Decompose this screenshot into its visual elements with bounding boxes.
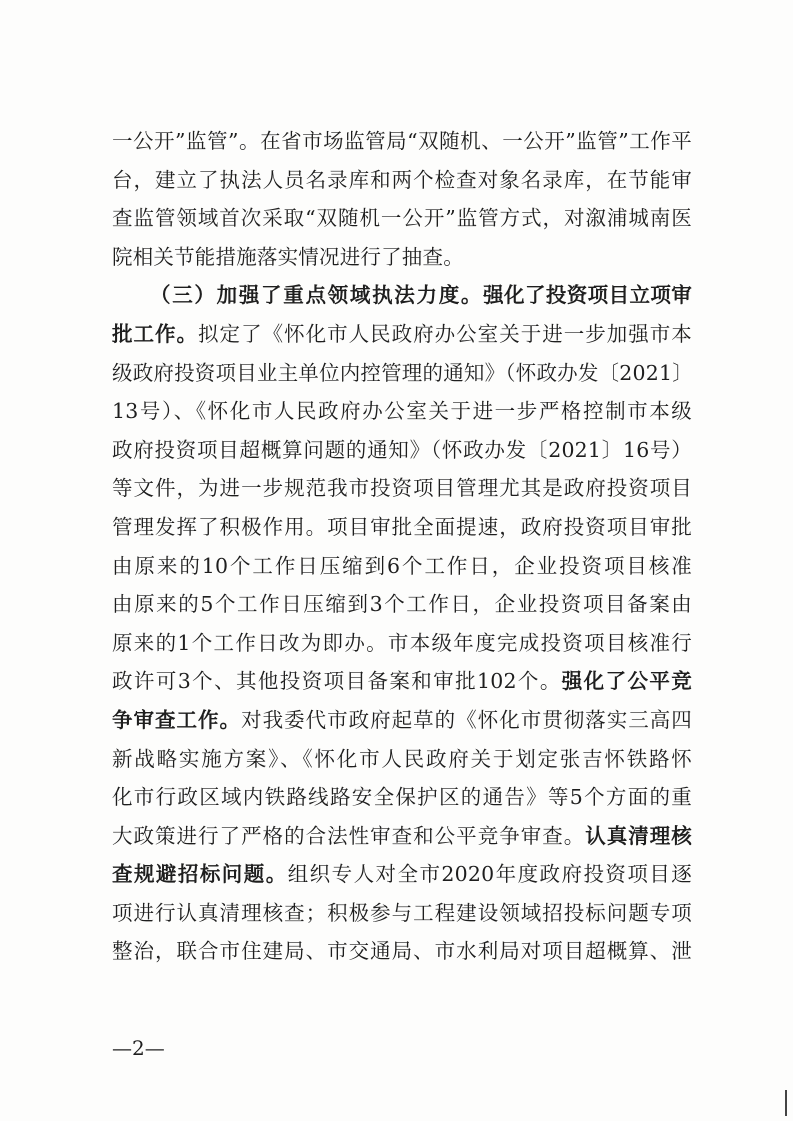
bold-heading-text: 争审查工作。	[112, 707, 242, 732]
text-line	[112, 276, 692, 315]
body-text-segment: 由原来的5个工作日压缩到3个工作日，企业投资项目备案由	[112, 592, 692, 617]
page-number: —2—	[112, 1036, 165, 1060]
text-line	[112, 662, 692, 701]
body-text-segment: 政许可3个、其他投资项目备案和审批102个。	[112, 669, 562, 694]
bold-heading-text: 查规避招标问题。	[112, 862, 288, 887]
body-text-segment: 台，建立了执法人员名录库和两个检查对象名录库，在节能审	[112, 167, 692, 192]
section-heading-text: （三）加强了重点领域执法力度。	[150, 283, 484, 308]
body-text-segment: 化市行政区域内铁路线路安全保护区的通告》等5个方面的重	[112, 785, 692, 810]
body-text	[112, 122, 692, 971]
text-line	[112, 392, 692, 431]
bold-heading-text: 强化了投资项目立项审	[483, 283, 692, 308]
text-line	[112, 238, 692, 277]
bold-heading-text: 批工作。	[112, 321, 199, 346]
text-line	[112, 817, 692, 856]
body-text-segment: 大政策进行了严格的合法性审查和公平竞争审查。	[112, 823, 586, 848]
body-text-segment: 13号）、《怀化市人民政府办公室关于进一步严格控制市本级	[112, 399, 692, 424]
body-text-segment: 原来的1个工作日改为即办。市本级年度完成投资项目核准行	[112, 630, 692, 655]
body-text-segment: 由原来的10个工作日压缩到6个工作日，企业投资项目核准	[112, 553, 692, 578]
body-text-segment: 等文件，为进一步规范我市投资项目管理尤其是政府投资项目	[112, 476, 692, 501]
body-text-segment: 新战略实施方案》、《怀化市人民政府关于划定张吉怀铁路怀	[112, 746, 692, 771]
text-line	[112, 624, 692, 663]
body-text-segment: 对我委代市政府起草的《怀化市贯彻落实三高四	[241, 707, 693, 732]
text-line	[112, 161, 692, 200]
bold-heading-text: 认真清理核	[585, 823, 692, 848]
text-line	[112, 740, 692, 779]
text-line	[112, 315, 692, 354]
text-line	[112, 547, 692, 586]
text-line	[112, 778, 692, 817]
text-line	[112, 122, 692, 161]
body-text-segment: 拟定了《怀化市人民政府办公室关于进一步加强市本	[198, 321, 692, 346]
text-line	[112, 431, 692, 470]
text-line	[112, 701, 692, 740]
text-line	[112, 354, 692, 393]
text-line	[112, 469, 692, 508]
body-text-segment: 管理发挥了积极作用。项目审批全面提速，政府投资项目审批	[112, 514, 692, 539]
text-line	[112, 855, 692, 894]
scan-edge-mark	[785, 1090, 787, 1116]
body-text-segment: 查监管领域首次采取“双随机一公开”监管方式，对溆浦城南医	[112, 206, 692, 231]
body-text-segment: 项进行认真清理核查；积极参与工程建设领域招投标问题专项	[112, 900, 692, 925]
text-line	[112, 508, 692, 547]
body-text-segment: 整治，联合市住建局、市交通局、市水利局对项目超概算、泄	[112, 939, 692, 964]
bold-heading-text: 强化了公平竞	[561, 669, 692, 694]
text-line	[112, 199, 692, 238]
body-text-segment: 级政府投资项目业主单位内控管理的通知》（怀政办发〔2021〕	[112, 360, 693, 385]
text-line	[112, 585, 692, 624]
body-text-segment: 院相关节能措施落实情况进行了抽查。	[112, 244, 464, 269]
text-line	[112, 932, 692, 971]
body-text-segment: 组织专人对全市2020年度政府投资项目逐	[287, 862, 693, 887]
body-text-segment: 政府投资项目超概算问题的通知》（怀政办发〔2021〕16号）	[112, 437, 692, 462]
text-line	[112, 894, 692, 933]
body-text-segment: 一公开”监管”。在省市场监管局“双随机、一公开”监管”工作平	[112, 129, 692, 153]
